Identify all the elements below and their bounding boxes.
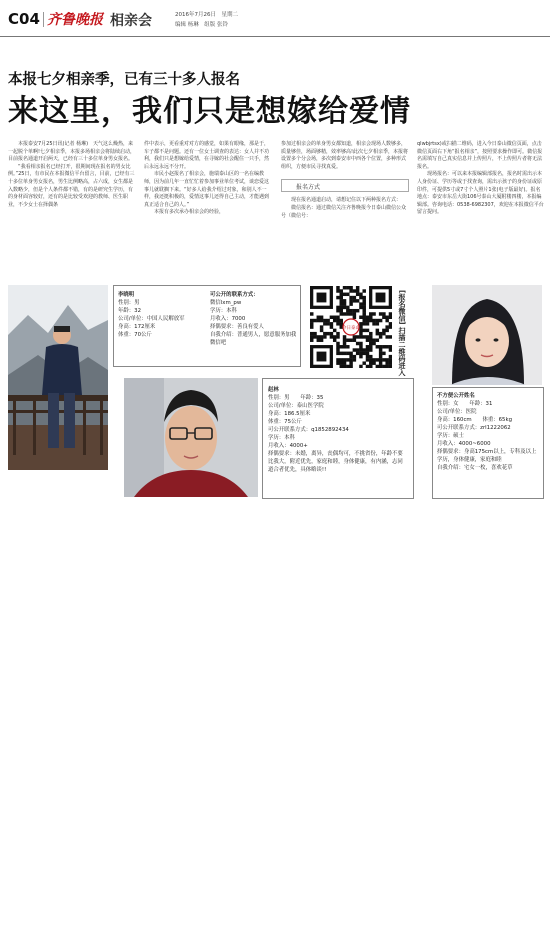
profile-field: 公司/单位：中国人民解放军 (118, 316, 185, 322)
qr-caption (398, 290, 406, 376)
profile-photo-3 (432, 285, 542, 385)
article-column-1 (8, 141, 136, 209)
profile-field: 年龄：32 (118, 308, 142, 314)
profile-field: 性别：男 年龄：35 (268, 395, 324, 401)
page-header (0, 0, 550, 40)
article-headline: 来这里，我们只是想嫁给爱情 (8, 94, 411, 129)
profile-field: 自我介绍：普通男人，愿意服务加我微信吧 (210, 332, 297, 346)
profile-field: 学历：本科 (268, 435, 295, 441)
signup-method-title: 报名方式 (296, 184, 321, 192)
profile-field: 微信lxm_pw (210, 300, 242, 306)
profile-card-3 (432, 387, 544, 499)
paragraph: 本报有多次承办相亲会的经验， (154, 209, 225, 216)
profile-name: 不方便公开姓名 (437, 393, 475, 399)
section-title: 相亲会 (110, 13, 152, 29)
paragraph: 微信报名：通过微信关注齐鲁晚报今日泰山微信公众号（微信号： (281, 204, 407, 219)
profile-photo-2 (124, 378, 258, 497)
profile-field: 可公开联系方式：q1852892434 (268, 427, 349, 433)
profile-card-1 (113, 285, 301, 367)
profile-field: 身高：160cm 体重：65kg (437, 417, 513, 423)
qr-code (310, 286, 392, 368)
profile-field: 学历：硕士 (437, 433, 464, 439)
paragraph: 现场报名：可以来本报编辑部报名，报名时需出示本人身份证、学历等或于找查询，需出示孩子的身份证或原印件，可提供5寸或7寸个人照片1张(电子版最好)。报名地点：泰安市东岳大街106号泰山大厦附楼四楼，本报编辑部。咨询电话：0538-6982307，欢迎在本报微信平台留言提问。 (417, 171, 544, 216)
article-column-4 (417, 141, 545, 217)
qr-center-label: 今日泰山 (342, 326, 360, 331)
profile-field: 公司/单位：泰山医学院 (268, 403, 324, 409)
article-kicker: 本报七夕相亲季，已有三十多人报名 (8, 72, 240, 88)
qr-caption-line: 扫描二维码进入 (398, 326, 406, 376)
paragraph: “我看相亲报名已经打开，很期间现在报名的男女比例。”25日，有市民在本报微信平台留言，目前，已经有三十多位单身男女报名，男生比例略高，占六成，女生都是入数略少，但是个人条件都不错，有的是研究生学历，有的身材面容较好，还有的是比较受欢迎的教师、医生职业，不少女士在择偶条 (8, 163, 135, 208)
profile-field: 月收入：4000~6000 (437, 441, 491, 447)
profile-field: 可公开联系方式：zrl1222062 (437, 425, 511, 431)
paragraph: qlwbjrtsx)或扫描二维码，进入今日泰山微信页面，点击微信页面右下角“报名相亲”，按照要求操作即可。微信报名需填写自己真实信息并上传照片，不上传照片者将无法报名。 (417, 141, 543, 170)
profile-field: 择偶要求：身高175cm以上，专科及以上学历，身体健康，家庭和睦 (437, 449, 537, 463)
profile-field: 体重：75公斤 (268, 419, 302, 425)
profile-field: 自我介绍：宅女一枚，喜欢花草 (437, 465, 513, 471)
header-rule (0, 36, 550, 37)
profile-field: 择偶要求：未婚，离异，丧偶均可，不挑省份，年龄不要比我大，附近优先，家庭和睦，身体健康，有内涵，志同道合者优先，具体略谈!! (268, 451, 403, 473)
profile-name: 李晓明 (118, 292, 135, 298)
profile-field: 性别：男 (118, 300, 140, 306)
qr-caption-line: [报名微信] (398, 290, 406, 325)
profile-name: 赵林 (268, 387, 279, 393)
profile-field: 体重：70公斤 (118, 332, 152, 338)
signup-method-box (281, 179, 409, 192)
profile-field: 择偶要求：善良有爱人 (210, 324, 264, 330)
article-column-2 (144, 141, 272, 217)
profile-photo-1 (8, 285, 108, 470)
paragraph: 参加过相亲会的单身男女都知道，相亲会现场人数够多，质量够佳，场面够精，效率够高!此次七夕相亲季，本报将设置多个分会场，多次到泰安市中西各个位置，多种形式组织，方便市民寻找真爱。 (281, 141, 409, 170)
profile-field: 可公开的联系方式： (210, 292, 259, 298)
newspaper-logo: 齐鲁晚报 (47, 12, 103, 28)
paragraph: 本报泰安7月25日讯(记者 杨琳) 天气这么燥热，来一起脱个单啊!七夕相亲季，本报多场相亲会将陆续启动，目前报名通道开启两天，已经有三十多位单身男女报名。 (8, 141, 136, 163)
profile-card-2 (262, 378, 414, 499)
profile-field: 学历：本科 (210, 308, 237, 314)
page-number: C04 (8, 10, 40, 28)
paragraph: 市民小赵报名了相亲会，施瑞泰山区的一名在编教师，因为前几年一直忙忙着参加事业单位考试，谈恋爱这事儿就耽搁下来。“好多人给我介绍过对象，和别人不一样，我还挺积极的，爱情这事儿还得自己主动，才能遇到真正适合自己的人。” (144, 171, 270, 208)
profile-field: 性别：女 年龄：31 (437, 401, 493, 407)
issue-date: 2016年7月26日 星期二 (175, 12, 238, 18)
header-divider (43, 12, 44, 27)
editor-credits: 编辑 杨琳 组版 张铃 (175, 22, 228, 28)
paragraph: 现在报名通道启动，请想记住以下两种报名方式： (291, 197, 402, 204)
profile-field: 公司/单位：医院 (437, 409, 477, 415)
profile-field: 月收入：4000+ (268, 443, 308, 449)
profile-field: 身高：186.5厘米 (268, 411, 311, 417)
article-column-3 (281, 141, 409, 220)
paragraph: 件中表示，更看重对对方的感觉，如果有眼缘，那是于，车子都不是问题。还有一位女士调查的表达：女人并不功利，我们只是想嫁给爱情，在寻嫁的社会醒住一只手，然后永远永远不分开。 (144, 141, 270, 170)
profile-field: 身高：172厘米 (118, 324, 156, 330)
profile-field: 月收入：7000 (210, 316, 246, 322)
